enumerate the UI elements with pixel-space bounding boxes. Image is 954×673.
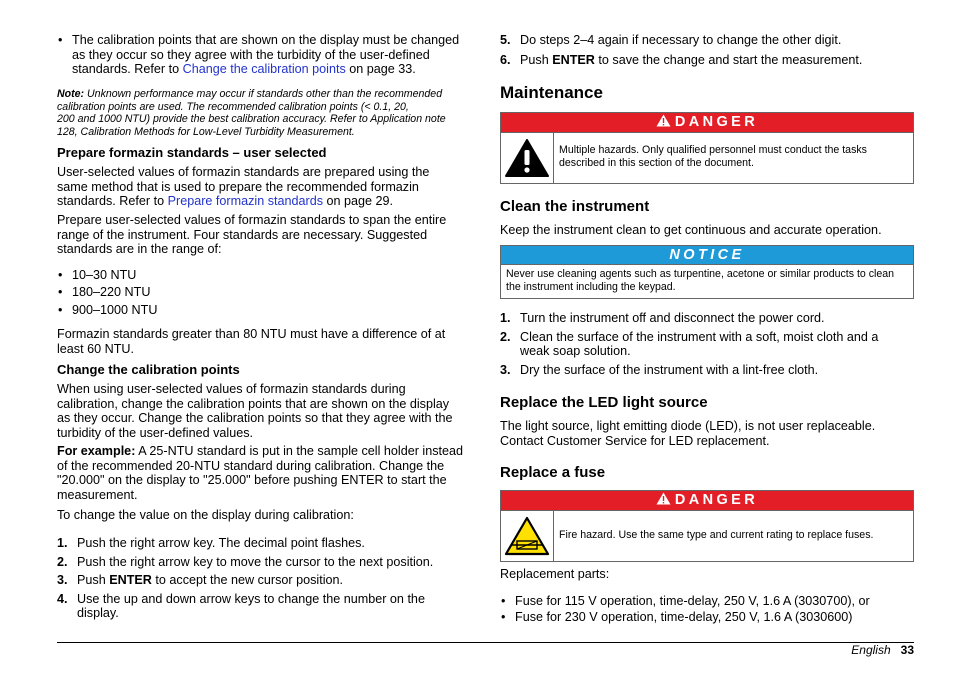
warning-triangle-icon [656,114,671,127]
range-list [57,267,457,319]
clean-steps [500,311,900,377]
example-paragraph: For example: A 25-NTU standard is put in the sample cell holder instead of the recommended 20-NTU standard during calibration. Change the "20.000" on the display to "25.000" before pushing ENTER to start the measurement. [57,444,464,502]
list-item: • Fuse for 230 V operation, time-delay, 250 V, 1.6 A (3030600) [500,609,914,625]
clean-instrument-heading: Clean the instrument [500,198,650,215]
step-item: 2. Push the right arrow key to move the cursor to the next position. [57,554,434,569]
page-footer [851,643,914,657]
danger-text: Fire hazard. Use the same type and current rating to replace fuses. [559,529,874,541]
step-item: 2. Clean the surface of the instrument with a soft, moist cloth and a weak soap solution. [500,329,879,359]
step-item: 3. Push ENTER to accept the new cursor position. [57,573,344,588]
list-item: • 10–30 NTU [57,267,457,284]
step-item: 3. Dry the surface of the instrument with a lint-free cloth. [500,362,819,377]
footer-divider [57,642,914,643]
replace-led-heading: Replace the LED light source [500,394,708,411]
led-paragraph: The light source, light emitting diode (LED), is not user replaceable. Contact Customer Service for LED replacement. [500,419,876,448]
warning-triangle-icon [656,492,671,505]
page-number: 33 [900,643,914,657]
replace-fuse-heading: Replace a fuse [500,464,606,481]
prepare-formazin-heading: Prepare formazin standards – user selected [57,145,327,160]
danger-header: DANGER [501,113,913,133]
prepare-formazin-link[interactable]: Prepare formazin standards [167,194,324,209]
step-item: 1. Turn the instrument off and disconnect the power cord. [500,311,825,325]
replacement-parts-label: Replacement parts: [500,567,610,581]
clean-paragraph: Keep the instrument clean to get continuous and accurate operation. [500,223,882,237]
prepare-paragraph-1: User-selected values of formazin standards are prepared using the same method that is used to prepare the recommended formazin standards. Refer to Prepare formazin standards on page 29. [57,165,430,209]
danger-box-multiple-hazards [500,112,914,184]
calibration-bullet-list [57,33,467,77]
footer-language: English [851,643,891,657]
maintenance-heading: Maintenance [500,83,603,102]
list-item: • Fuse for 115 V operation, time-delay, 250 V, 1.6 A (3030700), or [500,593,914,609]
prepare-paragraph-3: Formazin standards greater than 80 NTU must have a difference of at least 60 NTU. [57,327,446,356]
change-paragraph-1: When using user-selected values of formazin standards during calibration, change the calibration points that are shown on the display as they occur. Change the calibration points so that they agree with the turbidity of the user-defined values. [57,382,453,440]
change-calibration-heading: Change the calibration points [57,362,240,377]
replacement-parts-list [500,593,914,625]
danger-text: Multiple hazards. Only qualified personnel must conduct the tasks described in this section of the document. [559,144,867,169]
step-item: 5. Do steps 2–4 again if necessary to change the other digit. [500,33,842,47]
notice-text: Never use cleaning agents such as turpentine, acetone or similar products to clean the instrument including the keypad. [506,268,895,293]
change-paragraph-2: To change the value on the display during calibration: [57,508,354,522]
notice-box [500,245,914,299]
prepare-paragraph-2: Prepare user-selected values of formazin standards to span the entire range of the instrument. Four standards are necessary. Suggested standards are in the range of: [57,213,447,257]
step-item: 6. Push ENTER to save the change and start the measurement. [500,52,863,67]
danger-header: DANGER [501,491,913,511]
list-item: • 900–1000 NTU [57,302,457,319]
calibration-steps [57,536,457,621]
calibration-steps-continued [500,33,914,67]
list-item: • 180–220 NTU [57,284,457,301]
note: Note: Unknown performance may occur if standards other than the recommended calibration points are used. The recommended calibration points (< 0.1, 20, 200 and 1000 NTU) provide the best calibration accuracy. Refer to Application note 128, Calibration Methods for Low-Level Turbidity Measurement. [57,88,446,138]
list-item: • The calibration points that are shown on the display must be changed as they occur so they agree with the turbidity of the user-defined standards. Refer to Change the calibration points on page 33. [57,33,467,77]
danger-box-fire-hazard [500,490,914,562]
change-calibration-points-link[interactable]: Change the calibration points [182,62,346,77]
step-item: 4. Use the up and down arrow keys to change the number on the display. [57,591,425,621]
fuse-hazard-icon [504,516,550,556]
notice-header: NOTICE [501,246,913,265]
step-item: 1. Push the right arrow key. The decimal point flashes. [57,536,365,550]
hazard-warning-icon [505,139,549,177]
